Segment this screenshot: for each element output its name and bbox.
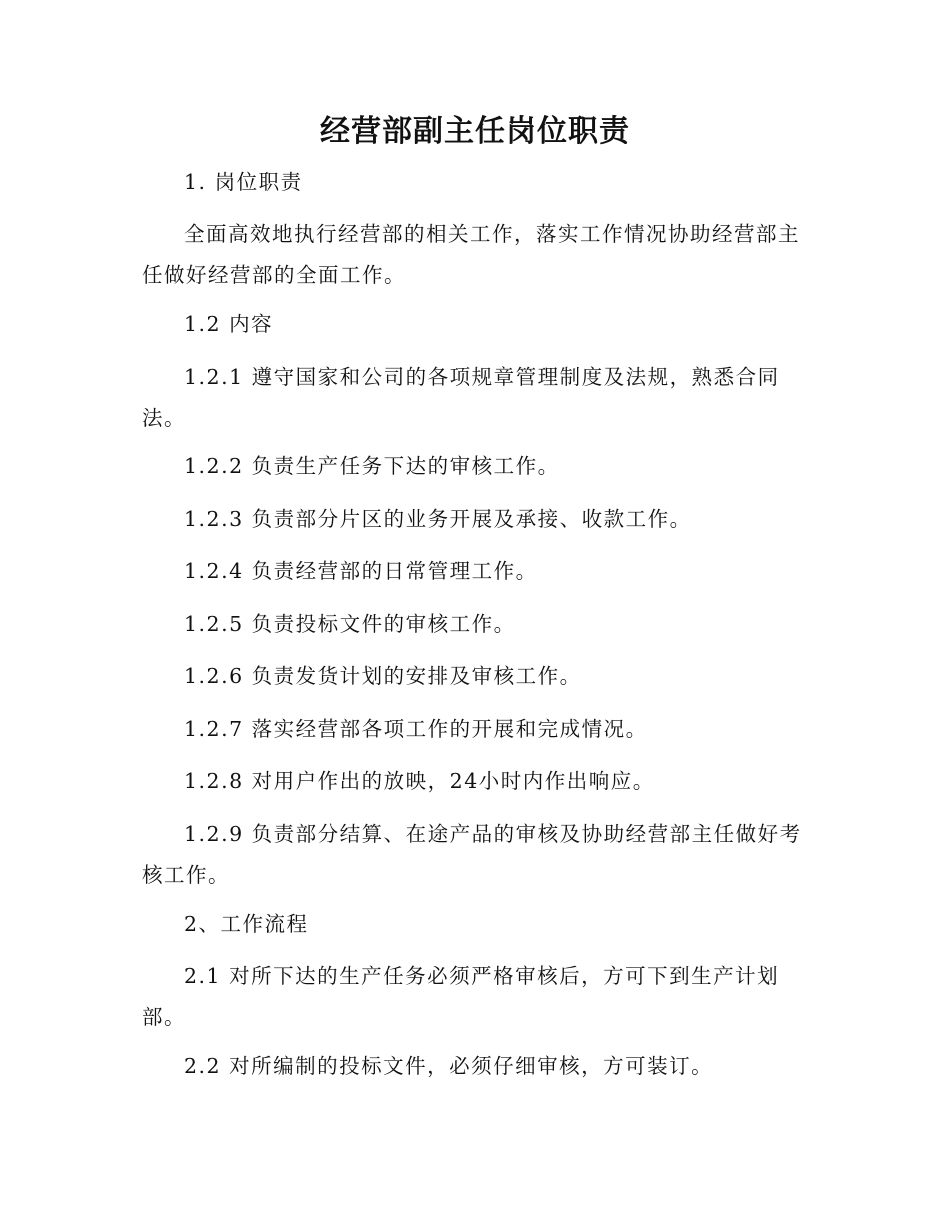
heading-workflow: 2、工作流程 [184,912,309,936]
paragraph-2-2: 2.2 对所编制的投标文件，必须仔细审核，方可装订。 [184,1054,714,1078]
paragraph-1-2-1: 1.2.1 遵守国家和公司的各项规章管理制度及法规，熟悉合同法。 [142,365,780,430]
paragraph-1-2-9: 1.2.9 负责部分结算、在途产品的审核及协助经营部主任做好考核工作。 [142,822,802,887]
paragraph-1-2-5: 1.2.5 负责投标文件的审核工作。 [184,612,516,636]
paragraph-1-2-6: 1.2.6 负责发货计划的安排及审核工作。 [184,664,582,688]
paragraph-overview: 全面高效地执行经营部的相关工作，落实工作情况协助经营部主任做好经营部的全面工作。 [142,222,800,287]
heading-job-duties: 1. 岗位职责 [184,170,303,194]
paragraph-1-2-3: 1.2.3 负责部分片区的业务开展及承接、收款工作。 [184,507,692,531]
paragraph-1-2-7: 1.2.7 落实经营部各项工作的开展和完成情况。 [184,717,648,741]
paragraph-1-2-8: 1.2.8 对用户作出的放映，24小时内作出响应。 [184,769,655,793]
paragraph-1-2-2: 1.2.2 负责生产任务下达的审核工作。 [184,454,560,478]
paragraph-2-1: 2.1 对所下达的生产任务必须严格审核后，方可下到生产计划部。 [142,964,780,1029]
document-title: 经营部副主任岗位职责 [320,114,630,149]
heading-content: 1.2 内容 [184,312,274,336]
paragraph-1-2-4: 1.2.4 负责经营部的日常管理工作。 [184,559,538,583]
